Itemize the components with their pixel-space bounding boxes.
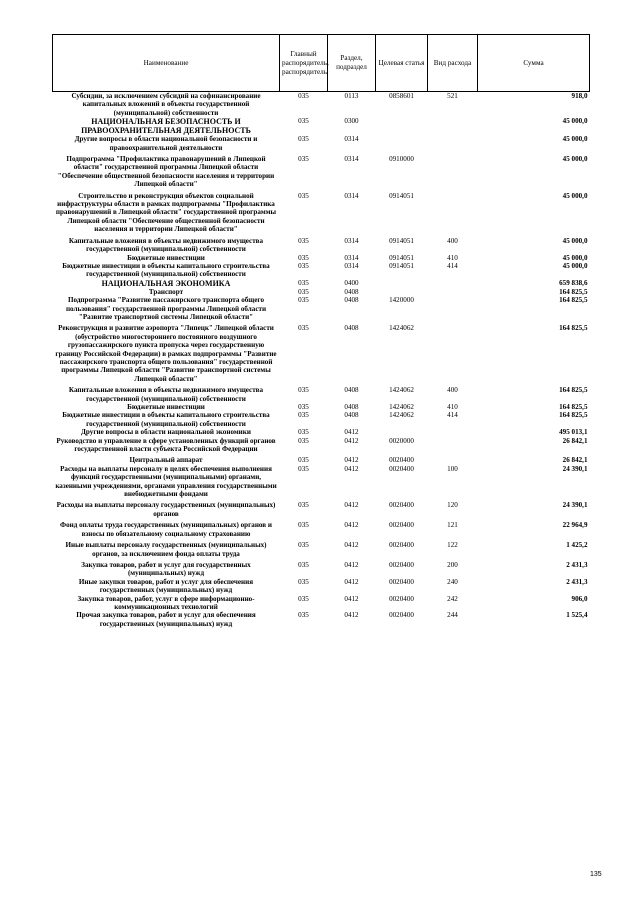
cell-name: Другие вопросы в области национальной экономики <box>81 428 251 437</box>
cell-expense-type: 400 <box>447 386 458 395</box>
cell-sum: 26 842,1 <box>562 436 588 445</box>
cell-admin: 035 <box>298 191 309 200</box>
table-row <box>53 611 590 628</box>
table-row <box>53 279 590 288</box>
cell-expense-type <box>428 117 478 135</box>
table-row <box>53 437 590 454</box>
cell-expense-type: 122 <box>447 541 458 550</box>
cell-name: Подпрограмма "Развитие пассажирского транспорта общего пользования" государственной программы Липецкой области "Развитие транспортной системы Липецкой области" <box>65 296 267 321</box>
cell-expense-type <box>428 189 478 234</box>
cell-section: 0314 <box>344 155 359 164</box>
cell-target: 0910000 <box>389 155 414 164</box>
cell-section: 0314 <box>344 135 359 144</box>
table-row <box>53 428 590 436</box>
cell-admin: 035 <box>298 456 309 465</box>
cell-name: Расходы на выплаты персоналу государственных (муниципальных) органов <box>56 501 276 518</box>
cell-target: 0020400 <box>389 577 414 586</box>
cell-section: 0408 <box>344 403 359 411</box>
cell-sum: 45 000,0 <box>562 135 588 144</box>
cell-expense-type: 244 <box>447 611 458 620</box>
cell-admin: 035 <box>298 386 309 395</box>
cell-sum: 45 000,0 <box>562 261 588 270</box>
cell-target: 0914051 <box>389 261 414 270</box>
cell-section: 0113 <box>344 92 359 100</box>
cell-admin: 035 <box>298 436 309 445</box>
col-header-name: Наименование <box>53 35 280 92</box>
cell-name: Бюджетные инвестиции в объекты капитального строительства государственной (муниципальной) собственности <box>62 261 270 279</box>
cell-sum: 26 842,1 <box>562 456 588 465</box>
table-row <box>53 152 590 189</box>
cell-section: 0412 <box>344 428 359 437</box>
cell-name: Руководство и управление в сфере установленных функций органов государственной власти субъекта Российской Федерации <box>56 436 276 454</box>
cell-target: 0020400 <box>389 501 414 510</box>
budget-table <box>52 34 590 628</box>
cell-name: НАЦИОНАЛЬНАЯ БЕЗОПАСНОСТЬ И ПРАВООХРАНИТЕЛЬНАЯ ДЕЯТЕЛЬНОСТЬ <box>81 117 251 136</box>
cell-expense-type: 400 <box>447 236 458 245</box>
cell-section: 0412 <box>344 611 359 620</box>
cell-sum: 164 825,5 <box>559 324 588 333</box>
cell-expense-type <box>428 453 478 464</box>
cell-sum: 164 825,5 <box>559 411 588 420</box>
cell-admin: 035 <box>298 594 309 603</box>
cell-target: 0020400 <box>389 521 414 530</box>
cell-name: Фонд оплаты труда государственных (муниципальных) органов и взносы по обязательному социальному страхованию <box>59 521 272 538</box>
cell-sum: 918,0 <box>571 92 588 100</box>
cell-admin: 035 <box>298 411 309 420</box>
col-header-sum: Сумма <box>478 35 590 92</box>
cell-admin: 035 <box>298 560 309 569</box>
cell-admin: 035 <box>298 611 309 620</box>
table-row <box>53 296 590 321</box>
cell-section: 0412 <box>344 541 359 550</box>
cell-target: 0020400 <box>389 594 414 603</box>
cell-sum: 1 425,2 <box>566 541 588 550</box>
cell-expense-type: 414 <box>447 411 458 420</box>
cell-admin: 035 <box>298 541 309 550</box>
cell-name: Иные закупки товаров, работ и услуг для обеспечения государственных (муниципальных) нужд <box>78 577 254 595</box>
cell-target: 0914051 <box>389 253 414 262</box>
cell-name: Закупка товаров, работ, услуг в сфере информационно-коммуникационных технологий <box>77 594 255 611</box>
cell-name: Центральный аппарат <box>129 456 203 465</box>
cell-expense-type: 521 <box>447 92 458 100</box>
page-number: 135 <box>590 871 602 878</box>
table-row <box>53 288 590 296</box>
col-header-target: Целевая статья <box>376 35 428 92</box>
cell-expense-type: 410 <box>447 403 458 411</box>
table-row <box>53 595 590 612</box>
table-row <box>53 498 590 518</box>
cell-expense-type: 414 <box>447 261 458 270</box>
col-header-section: Раздел, подраздел <box>328 35 376 92</box>
cell-sum: 24 390,1 <box>562 464 588 473</box>
cell-sum: 45 000,0 <box>562 117 588 126</box>
cell-name: Строительство и реконструкция объектов социальной инфраструктуры области в рамках подпрограммы "Профилактика правонарушений в Липецкой области" государственной программы Липецкой области "Обеспечение общественной безопасности населения и территории Липецкой области" <box>55 191 277 234</box>
cell-section: 0314 <box>344 191 359 200</box>
cell-admin: 035 <box>298 236 309 245</box>
cell-section: 0412 <box>344 501 359 510</box>
table-row <box>53 117 590 135</box>
cell-section: 0300 <box>344 117 359 126</box>
cell-name: Закупка товаров, работ и услуг для государственных (муниципальных) нужд <box>81 560 251 578</box>
cell-expense-type <box>428 437 478 454</box>
table-row <box>53 465 590 499</box>
col-header-expense-type: Вид расхода <box>428 35 478 92</box>
cell-expense-type: 242 <box>447 594 458 603</box>
cell-target: 0914051 <box>389 236 414 245</box>
cell-name: Другие вопросы в области национальной безопасности и правоохранительной деятельности <box>74 135 258 152</box>
cell-section: 0412 <box>344 560 359 569</box>
table-row <box>53 383 590 403</box>
cell-admin: 035 <box>298 464 309 473</box>
cell-admin: 035 <box>298 278 309 287</box>
cell-target: 0914051 <box>389 191 414 200</box>
cell-sum: 45 000,0 <box>562 191 588 200</box>
table-header-row <box>53 35 590 92</box>
cell-section: 0314 <box>344 261 359 270</box>
cell-admin: 035 <box>298 92 309 100</box>
cell-name: НАЦИОНАЛЬНАЯ ЭКОНОМИКА <box>101 278 231 288</box>
cell-sum: 659 838,6 <box>559 278 588 287</box>
table-row <box>53 254 590 262</box>
table-row <box>53 538 590 558</box>
cell-target: 0020000 <box>389 436 414 445</box>
table-row <box>53 135 590 152</box>
cell-name: Реконструкция и развитие аэропорта "Липецк" Липецкой области (обустройство многостороннего постоянного воздушного грузопассажирского пункта пропуска через государственную границу Российской Федерации) в рамках подпрограммы "Развитие пассажирского транспорта общего пользования" государственной программы Липецкой области "Развитие транспортной системы Липецкой области" <box>55 324 277 383</box>
cell-section: 0408 <box>344 386 359 395</box>
cell-expense-type: 121 <box>447 521 458 530</box>
cell-name: Расходы на выплаты персоналу в целях обеспечения выполнения функций государственными (муниципальными) органами, казенными учреждениями, органами управления государственными внебюджетными фондами <box>55 464 277 499</box>
table-row <box>53 189 590 234</box>
cell-target <box>376 288 428 296</box>
cell-sum: 164 825,5 <box>559 403 588 411</box>
table-row <box>53 403 590 411</box>
cell-target: 0020400 <box>389 456 414 465</box>
cell-target <box>376 279 428 288</box>
cell-section: 0412 <box>344 594 359 603</box>
cell-expense-type <box>428 279 478 288</box>
cell-admin: 035 <box>298 501 309 510</box>
table-row <box>53 92 590 118</box>
table-row <box>53 578 590 595</box>
table-row <box>53 453 590 464</box>
cell-name: Субсидии, за исключением субсидий на софинансирование капитальных вложений в объекты государственной (муниципальной) собственности <box>71 92 261 117</box>
cell-admin: 035 <box>298 324 309 333</box>
cell-section: 0412 <box>344 521 359 530</box>
table-row <box>53 558 590 578</box>
table-row <box>53 234 590 254</box>
cell-expense-type <box>428 135 478 152</box>
cell-name: Бюджетные инвестиции <box>127 403 205 411</box>
cell-admin: 035 <box>298 403 309 411</box>
cell-target: 1420000 <box>389 296 414 305</box>
cell-sum: 164 825,5 <box>559 386 588 395</box>
cell-sum: 164 825,5 <box>559 287 588 296</box>
cell-section: 0400 <box>344 278 359 287</box>
cell-expense-type <box>428 152 478 189</box>
cell-expense-type <box>428 321 478 383</box>
cell-expense-type <box>428 428 478 436</box>
cell-section: 0412 <box>344 436 359 445</box>
cell-target: 0020400 <box>389 464 414 473</box>
cell-section: 0412 <box>344 577 359 586</box>
cell-target: 0020400 <box>389 560 414 569</box>
cell-target: 0858601 <box>389 92 414 100</box>
cell-sum: 45 000,0 <box>562 155 588 164</box>
cell-admin: 035 <box>298 577 309 586</box>
cell-admin: 035 <box>298 261 309 270</box>
cell-sum: 1 525,4 <box>566 611 588 620</box>
cell-name: Бюджетные инвестиции <box>127 253 205 262</box>
cell-sum: 2 431,3 <box>566 560 588 569</box>
cell-target: 1424062 <box>389 411 414 420</box>
cell-expense-type: 100 <box>447 464 458 473</box>
table-row <box>53 262 590 279</box>
cell-section: 0412 <box>344 464 359 473</box>
cell-target <box>376 135 428 152</box>
cell-target <box>376 117 428 135</box>
cell-target <box>376 428 428 436</box>
col-header-admin: Главный распорядитель, распорядитель <box>280 35 328 92</box>
cell-section: 0314 <box>344 253 359 262</box>
cell-section: 0408 <box>344 296 359 305</box>
cell-admin: 035 <box>298 287 309 296</box>
cell-expense-type: 200 <box>447 560 458 569</box>
cell-name: Транспорт <box>148 287 184 296</box>
cell-admin: 035 <box>298 135 309 144</box>
cell-name: Капитальные вложения в объекты недвижимого имущества государственной (муниципальной) собственности <box>68 236 264 254</box>
cell-sum: 906,0 <box>571 594 588 603</box>
cell-expense-type <box>428 296 478 321</box>
cell-name: Капитальные вложения в объекты недвижимого имущества государственной (муниципальной) собственности <box>68 386 264 403</box>
cell-target: 1424062 <box>389 403 414 411</box>
cell-name: Иные выплаты персоналу государственных (муниципальных) органов, за исключением фонда оплаты труда <box>65 541 267 558</box>
cell-target: 0020400 <box>389 541 414 550</box>
cell-admin: 035 <box>298 296 309 305</box>
cell-name: Бюджетные инвестиции в объекты капитального строительства государственной (муниципальной) собственности <box>62 411 270 428</box>
cell-admin: 035 <box>298 253 309 262</box>
cell-name: Прочая закупка товаров, работ и услуг для обеспечения государственных (муниципальных) нужд <box>76 611 256 628</box>
cell-target: 1424062 <box>389 386 414 395</box>
cell-section: 0408 <box>344 411 359 420</box>
cell-sum: 164 825,5 <box>559 296 588 305</box>
cell-sum: 45 000,0 <box>562 236 588 245</box>
cell-section: 0314 <box>344 236 359 245</box>
cell-expense-type <box>428 288 478 296</box>
table-row <box>53 518 590 538</box>
cell-sum: 24 390,1 <box>562 501 588 510</box>
cell-name: Подпрограмма "Профилактика правонарушений в Липецкой области" государственной программы Липецкой области "Обеспечение общественной безопасности населения и территории Липецкой области" <box>57 155 275 189</box>
cell-admin: 035 <box>298 155 309 164</box>
table-row <box>53 411 590 428</box>
cell-expense-type: 240 <box>447 577 458 586</box>
cell-target: 1424062 <box>389 324 414 333</box>
cell-sum: 45 000,0 <box>562 253 588 262</box>
table-row <box>53 321 590 383</box>
cell-target: 0020400 <box>389 611 414 620</box>
cell-admin: 035 <box>298 428 309 437</box>
cell-sum: 2 431,3 <box>566 577 588 586</box>
cell-admin: 035 <box>298 521 309 530</box>
cell-admin: 035 <box>298 117 309 126</box>
cell-section: 0408 <box>344 287 359 296</box>
cell-sum: 22 964,9 <box>562 521 588 530</box>
cell-expense-type: 410 <box>447 253 458 262</box>
cell-sum: 495 013,1 <box>559 428 588 437</box>
table-body <box>53 92 590 629</box>
cell-section: 0412 <box>344 456 359 465</box>
cell-expense-type: 120 <box>447 501 458 510</box>
cell-section: 0408 <box>344 324 359 333</box>
